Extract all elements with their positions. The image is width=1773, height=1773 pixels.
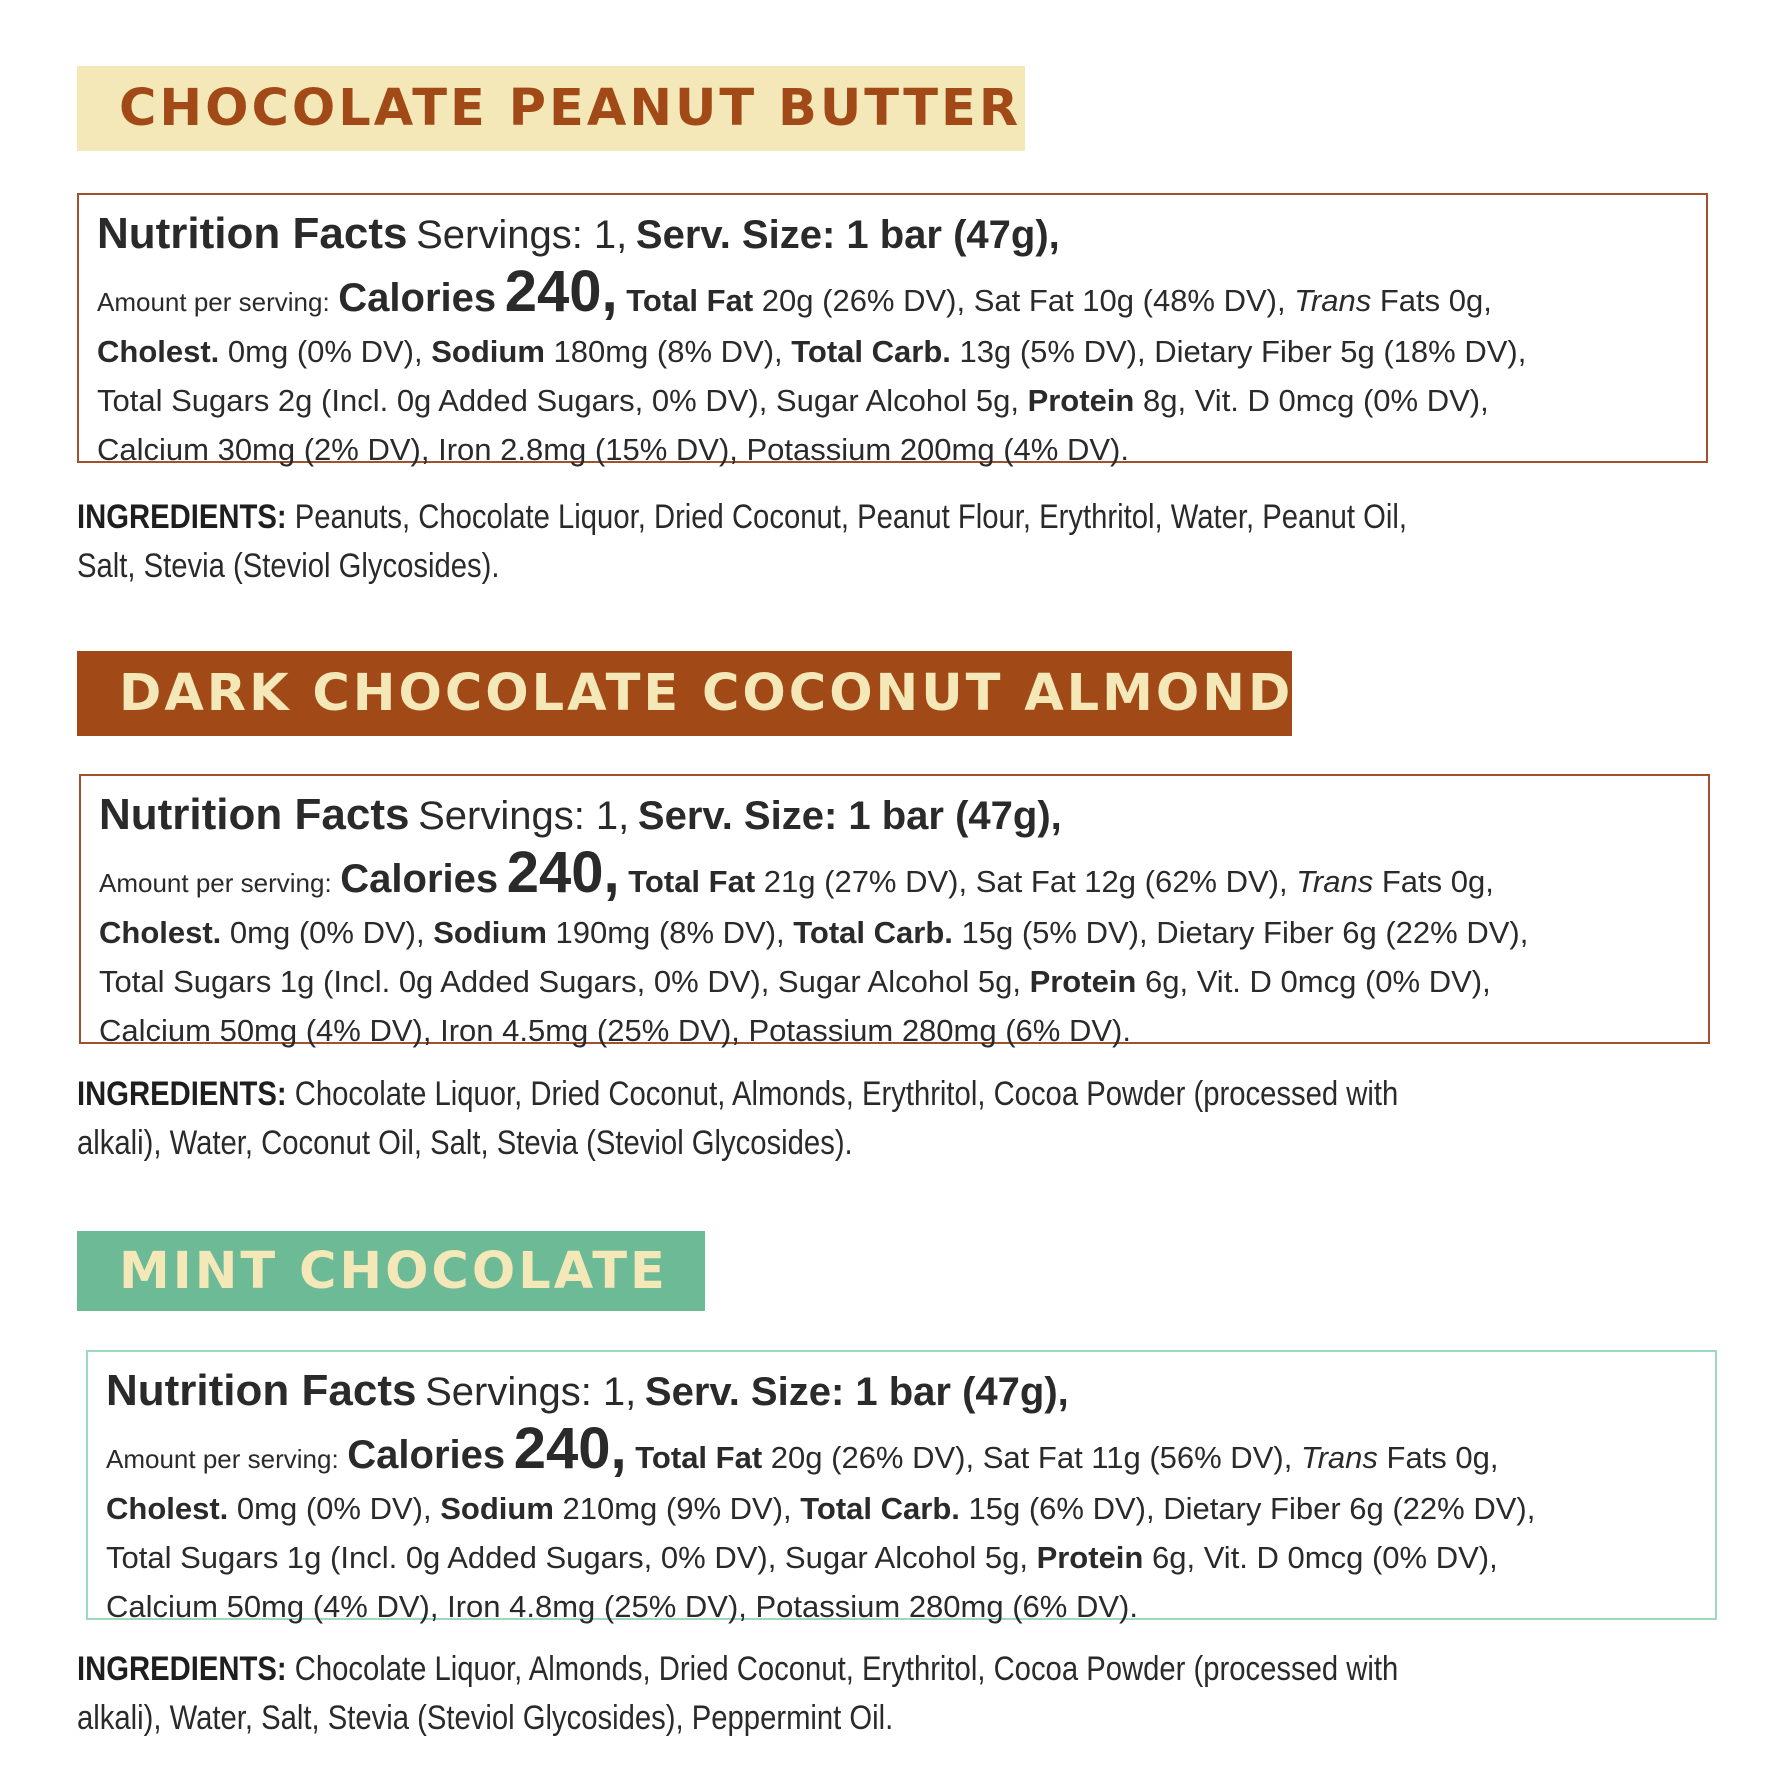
servings: Servings: 1, <box>416 213 628 257</box>
total-carb-value: 13g (5% DV), Dietary Fiber 5g (18% DV), <box>959 334 1527 369</box>
total-fat-value: 21g (27% DV), <box>763 864 968 899</box>
nutrition-header-line <box>99 786 1692 848</box>
nutrition-facts-title: Nutrition Facts <box>99 790 410 839</box>
cholesterol-value: 0mg (0% DV), <box>236 1491 432 1526</box>
serving-size: Serv. Size: 1 bar (47g), <box>644 1370 1069 1414</box>
sodium-value: 190mg (8% DV), <box>555 915 785 950</box>
cholesterol-label: Cholest. <box>97 334 220 369</box>
product-banner: DARK CHOCOLATE COCONUT ALMOND <box>77 651 1292 736</box>
cholesterol-label: Cholest. <box>99 915 222 950</box>
serving-size: Serv. Size: 1 bar (47g), <box>635 213 1060 257</box>
ingredients <box>77 1070 1625 1168</box>
trans-label: Trans <box>1300 1440 1378 1475</box>
ingredients-line-1: Chocolate Liquor, Almonds, Dried Coconut, Erythritol, Cocoa Powder (processed with <box>294 1650 1399 1688</box>
servings: Servings: 1, <box>418 794 630 838</box>
calories-label: Calories <box>338 276 497 320</box>
nutrition-header-line <box>97 205 1690 267</box>
total-carb-label: Total Carb. <box>800 1491 960 1526</box>
trans-value: Fats 0g, <box>1386 1440 1499 1475</box>
nutrition-body <box>106 1416 1699 1631</box>
total-carb-label: Total Carb. <box>791 334 951 369</box>
ingredients-label: INGREDIENTS: <box>77 1075 287 1113</box>
calories-value: 240, <box>506 840 620 905</box>
amount-per-serving-label: Amount per serving: <box>99 868 332 898</box>
protein-value: 6g, Vit. D 0mcg (0% DV), <box>1151 1540 1498 1575</box>
protein-label: Protein <box>1036 1540 1144 1575</box>
total-fat-label: Total Fat <box>628 864 756 899</box>
protein-label: Protein <box>1027 383 1135 418</box>
product-banner: CHOCOLATE PEANUT BUTTER <box>77 66 1025 151</box>
minerals: Calcium 50mg (4% DV), Iron 4.8mg (25% DV), Potassium 280mg (6% DV). <box>106 1589 1138 1624</box>
total-carb-label: Total Carb. <box>793 915 953 950</box>
amount-per-serving-label: Amount per serving: <box>106 1444 339 1474</box>
ingredients-line-1: Chocolate Liquor, Dried Coconut, Almonds, Erythritol, Cocoa Powder (processed with <box>294 1075 1399 1113</box>
sodium-value: 180mg (8% DV), <box>553 334 783 369</box>
calories-value: 240, <box>513 1416 627 1481</box>
trans-label: Trans <box>1296 864 1374 899</box>
sugars: Total Sugars 1g (Incl. 0g Added Sugars, 0% DV), Sugar Alcohol 5g, <box>99 964 1021 999</box>
cholesterol-value: 0mg (0% DV), <box>227 334 423 369</box>
minerals: Calcium 50mg (4% DV), Iron 4.5mg (25% DV), Potassium 280mg (6% DV). <box>99 1013 1131 1048</box>
ingredients-line-2: Salt, Stevia (Steviol Glycosides). <box>77 547 500 585</box>
trans-label: Trans <box>1294 283 1372 318</box>
protein-value: 6g, Vit. D 0mcg (0% DV), <box>1144 964 1491 999</box>
sodium-value: 210mg (9% DV), <box>562 1491 792 1526</box>
total-fat-value: 20g (26% DV), <box>761 283 966 318</box>
nutrition-header-line <box>106 1362 1699 1424</box>
ingredients-line-2: alkali), Water, Salt, Stevia (Steviol Glycosides), Peppermint Oil. <box>77 1699 894 1737</box>
sat-fat: Sat Fat 10g (48% DV), <box>973 283 1286 318</box>
nutrition-body <box>97 259 1690 474</box>
nutrition-facts-title: Nutrition Facts <box>97 209 408 258</box>
calories-label: Calories <box>347 1433 506 1477</box>
trans-value: Fats 0g, <box>1379 283 1492 318</box>
protein-value: 8g, Vit. D 0mcg (0% DV), <box>1142 383 1489 418</box>
ingredients-label: INGREDIENTS: <box>77 1650 287 1688</box>
ingredients-line-1: Peanuts, Chocolate Liquor, Dried Coconut, Peanut Flour, Erythritol, Water, Peanut Oil, <box>294 498 1407 536</box>
nutrition-body <box>99 840 1692 1055</box>
sodium-label: Sodium <box>431 334 545 369</box>
sodium-label: Sodium <box>440 1491 554 1526</box>
nutrition-facts-box <box>77 193 1708 467</box>
ingredients <box>77 493 1625 591</box>
nutrition-facts-title: Nutrition Facts <box>106 1366 417 1415</box>
sat-fat: Sat Fat 11g (56% DV), <box>982 1440 1293 1475</box>
total-carb-value: 15g (5% DV), Dietary Fiber 6g (22% DV), <box>961 915 1529 950</box>
ingredients <box>77 1645 1625 1743</box>
ingredients-line-2: alkali), Water, Coconut Oil, Salt, Stevia (Steviol Glycosides). <box>77 1124 853 1162</box>
total-fat-label: Total Fat <box>635 1440 763 1475</box>
trans-value: Fats 0g, <box>1381 864 1494 899</box>
sodium-label: Sodium <box>433 915 547 950</box>
sugars: Total Sugars 2g (Incl. 0g Added Sugars, 0% DV), Sugar Alcohol 5g, <box>97 383 1019 418</box>
total-carb-value: 15g (6% DV), Dietary Fiber 6g (22% DV), <box>968 1491 1536 1526</box>
protein-label: Protein <box>1029 964 1137 999</box>
serving-size: Serv. Size: 1 bar (47g), <box>637 794 1062 838</box>
ingredients-label: INGREDIENTS: <box>77 498 287 536</box>
calories-value: 240, <box>504 259 618 324</box>
cholesterol-value: 0mg (0% DV), <box>229 915 425 950</box>
product-banner: MINT CHOCOLATE <box>77 1231 705 1311</box>
total-fat-label: Total Fat <box>626 283 754 318</box>
nutrition-facts-box <box>79 774 1710 1048</box>
servings: Servings: 1, <box>425 1370 637 1414</box>
nutrition-facts-box <box>86 1350 1717 1624</box>
total-fat-value: 20g (26% DV), <box>770 1440 975 1475</box>
amount-per-serving-label: Amount per serving: <box>97 287 330 317</box>
sugars: Total Sugars 1g (Incl. 0g Added Sugars, 0% DV), Sugar Alcohol 5g, <box>106 1540 1028 1575</box>
minerals: Calcium 30mg (2% DV), Iron 2.8mg (15% DV), Potassium 200mg (4% DV). <box>97 432 1129 467</box>
sat-fat: Sat Fat 12g (62% DV), <box>975 864 1288 899</box>
calories-label: Calories <box>340 857 499 901</box>
cholesterol-label: Cholest. <box>106 1491 229 1526</box>
